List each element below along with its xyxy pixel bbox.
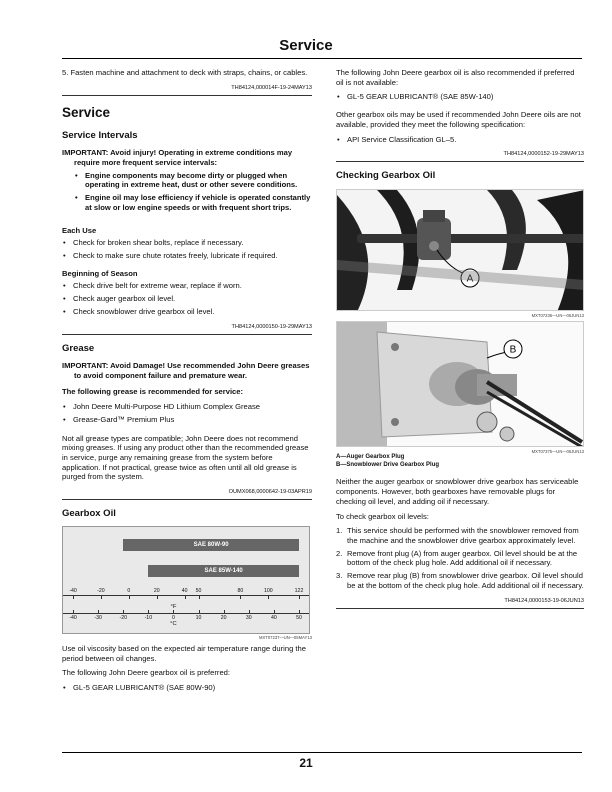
celsius-tick-label: 0 (171, 615, 175, 622)
beginning-of-season-heading: Beginning of Season (62, 268, 138, 278)
each-use-list (62, 238, 312, 260)
season-list (62, 281, 312, 316)
important-bullets (62, 171, 312, 213)
section-divider (62, 334, 312, 335)
fahrenheit-tick (129, 595, 130, 599)
header-rule (62, 58, 582, 59)
specification-list (336, 135, 584, 145)
footer-rule (62, 752, 582, 753)
list-item: • Check for broken shear bolts, replace if necessary. (62, 238, 312, 248)
fahrenheit-tick (240, 595, 241, 599)
important-notice: IMPORTANT: Avoid injury! Operating in extreme conditions may require more frequent service intervals: (62, 148, 293, 168)
left-column (62, 68, 312, 698)
preferred-oil-text: The following John Deere gearbox oil is preferred: (62, 668, 230, 678)
bar-label: SAE 85W-140 (204, 568, 243, 575)
to-check-text: To check gearbox oil levels: (336, 511, 429, 521)
page-title: Service (279, 37, 333, 54)
check-steps (336, 526, 584, 590)
gearbox-oil-heading: Gearbox Oil (62, 508, 116, 520)
drive-gearbox-photo (336, 321, 584, 447)
legend-a: A—Auger Gearbox Plug (336, 454, 405, 461)
fahrenheit-tick (73, 595, 74, 599)
celsius-tick-label: -10 (144, 615, 153, 622)
figure-id: MXT07236—UN—06JUN13 (531, 312, 584, 318)
list-item: • GL-5 GEAR LUBRICANT® (SAE 80W-90) (62, 683, 312, 693)
page-number: 21 (299, 756, 313, 770)
fahrenheit-tick-label: 100 (263, 588, 273, 595)
preferred-oil-list (62, 683, 312, 693)
list-item: • Grease-Gard™ Premium Plus (62, 415, 312, 425)
oil-viscosity-chart (62, 526, 310, 634)
grease-intro: The following grease is recommended for service: (62, 387, 244, 397)
fahrenheit-tick (101, 595, 102, 599)
celsius-tick (274, 610, 275, 614)
fahrenheit-tick (185, 595, 186, 599)
section-divider (336, 608, 584, 609)
step-item: 3. Remove rear plug (B) from snowblower drive gearbox. Oil level should be at the bottom of the check plug hole. Add additional oil if necessary. (336, 571, 584, 590)
fahrenheit-tick (268, 595, 269, 599)
reference-code: TH84124,0000152-19-29MAY13 (503, 151, 584, 158)
important-notice: IMPORTANT: Avoid Damage! Use recommended John Deere greases to avoid component failure and premature wear. (62, 360, 310, 380)
step-item: 1. This service should be performed with the snowblower removed from the machine and the snowblower drive gearbox approximately level. (336, 526, 584, 545)
list-item: • Check snowblower drive gearbox oil level. (62, 307, 312, 317)
reference-code: OUMX068,0000642-19-03APR19 (228, 489, 312, 496)
legend-b: B—Snowblower Drive Gearbox Plug (336, 461, 440, 468)
celsius-tick-label: 10 (195, 615, 202, 622)
fahrenheit-tick-label: 40 (181, 588, 188, 595)
reference-code: TH84124,0000153-19-06JUN13 (504, 597, 584, 604)
celsius-tick (299, 610, 300, 614)
step-item: 2. Remove front plug (A) from auger gearbox. Oil level should be at the bottom of the check plug hole. Add additional oil if necessary. (336, 549, 584, 568)
celsius-tick-label: 20 (220, 615, 227, 622)
fahrenheit-tick-label: -40 (69, 588, 77, 595)
section-divider (62, 95, 312, 96)
celsius-tick (123, 610, 124, 614)
celsius-tick (199, 610, 200, 614)
neither-gearbox-text: Neither the auger gearbox or snowblower drive gearbox has serviceable components. However, both gearboxes have removable plugs for checking oil level, and adding oil if necessary. (336, 477, 579, 506)
figure-id: MXT07375—UN—06JUN13 (531, 449, 584, 454)
fahrenheit-tick-label: 80 (237, 588, 244, 595)
checking-gearbox-oil-heading: Checking Gearbox Oil (336, 170, 436, 182)
celsius-tick-label: 30 (245, 615, 252, 622)
fahrenheit-tick-label: 50 (195, 588, 202, 595)
list-item: • John Deere Multi-Purpose HD Lithium Complex Grease (62, 402, 312, 412)
sae-85w-140-bar (148, 565, 299, 577)
grease-list (62, 402, 312, 424)
celsius-tick (73, 610, 74, 614)
fahrenheit-tick-label: 20 (153, 588, 160, 595)
service-intervals-heading: Service Intervals (62, 130, 138, 142)
fahrenheit-tick (157, 595, 158, 599)
celsius-tick (98, 610, 99, 614)
celsius-tick (249, 610, 250, 614)
fahrenheit-tick-label: -20 (97, 588, 105, 595)
celsius-tick-label: -30 (94, 615, 102, 622)
fahrenheit-tick-label: 0 (127, 588, 131, 595)
list-item: • GL-5 GEAR LUBRICANT® (SAE 85W-140) (336, 92, 584, 102)
step-5-text: 5. Fasten machine and attachment to deck with straps, chains, or cables. (62, 68, 308, 77)
fahrenheit-unit: °F (170, 604, 177, 611)
celsius-tick (224, 610, 225, 614)
fahrenheit-tick (299, 595, 300, 599)
right-column (336, 68, 584, 617)
auger-gearbox-illustration (337, 190, 584, 311)
figure-id: MXT07237—UN—05MAY13 (259, 635, 312, 641)
reference-code: TH84124,000014F-19-24MAY13 (231, 84, 312, 91)
drive-gearbox-illustration (337, 322, 584, 447)
auger-gearbox-photo (336, 189, 584, 311)
list-item: • Check auger gearbox oil level. (62, 294, 312, 304)
celsius-tick-label: 50 (296, 615, 302, 622)
celsius-tick-label: -20 (119, 615, 127, 622)
list-item: • API Service Classification GL–5. (336, 135, 584, 145)
sae-80w-90-bar (123, 539, 299, 551)
also-recommended-list (336, 92, 584, 102)
list-item: • Check to make sure chute rotates freely, lubricate if required. (62, 251, 312, 261)
fahrenheit-axis (63, 595, 309, 596)
service-heading: Service (62, 104, 111, 120)
celsius-axis (63, 613, 309, 614)
bar-label: SAE 80W-90 (193, 542, 229, 549)
fahrenheit-tick-label: 122 (294, 588, 304, 595)
list-item: • Engine components may become dirty or plugged when operating in extreme heat, dust or other severe conditions. (74, 171, 312, 190)
celsius-tick-label: -40 (69, 615, 77, 622)
grease-compatibility-text: Not all grease types are compatible; John Deere does not recommend mixing greases. If using any product other than the recommended grease in service, purge any remaining grease from the system before application. If not practical, grease twice as often until all old grease is purged from the system. (62, 433, 309, 482)
celsius-unit: °C (170, 621, 177, 628)
other-oils-text: Other gearbox oils may be used if recommended John Deere oils are not available, provided they meet the following specification: (336, 110, 581, 129)
celsius-tick-label: 40 (270, 615, 277, 622)
section-divider (336, 161, 584, 162)
viscosity-text: Use oil viscosity based on the expected air temperature range during the period between oil changes. (62, 643, 306, 663)
also-recommended-text: The following John Deere gearbox oil is also recommended if preferred oil is not available: (336, 68, 575, 87)
callout-b: B (509, 344, 517, 356)
fahrenheit-tick (199, 595, 200, 599)
celsius-tick (148, 610, 149, 614)
list-item: • Check drive belt for extreme wear, replace if worn. (62, 281, 312, 291)
section-divider (62, 499, 312, 500)
list-item: • Engine oil may lose efficiency if vehicle is operated constantly at slow or low engine speeds or with frequent short trips. (74, 193, 312, 212)
each-use-heading: Each Use (62, 225, 97, 235)
reference-code: TH84124,0000150-19-29MAY13 (231, 323, 312, 330)
callout-a: A (466, 273, 474, 285)
grease-heading: Grease (62, 342, 95, 354)
